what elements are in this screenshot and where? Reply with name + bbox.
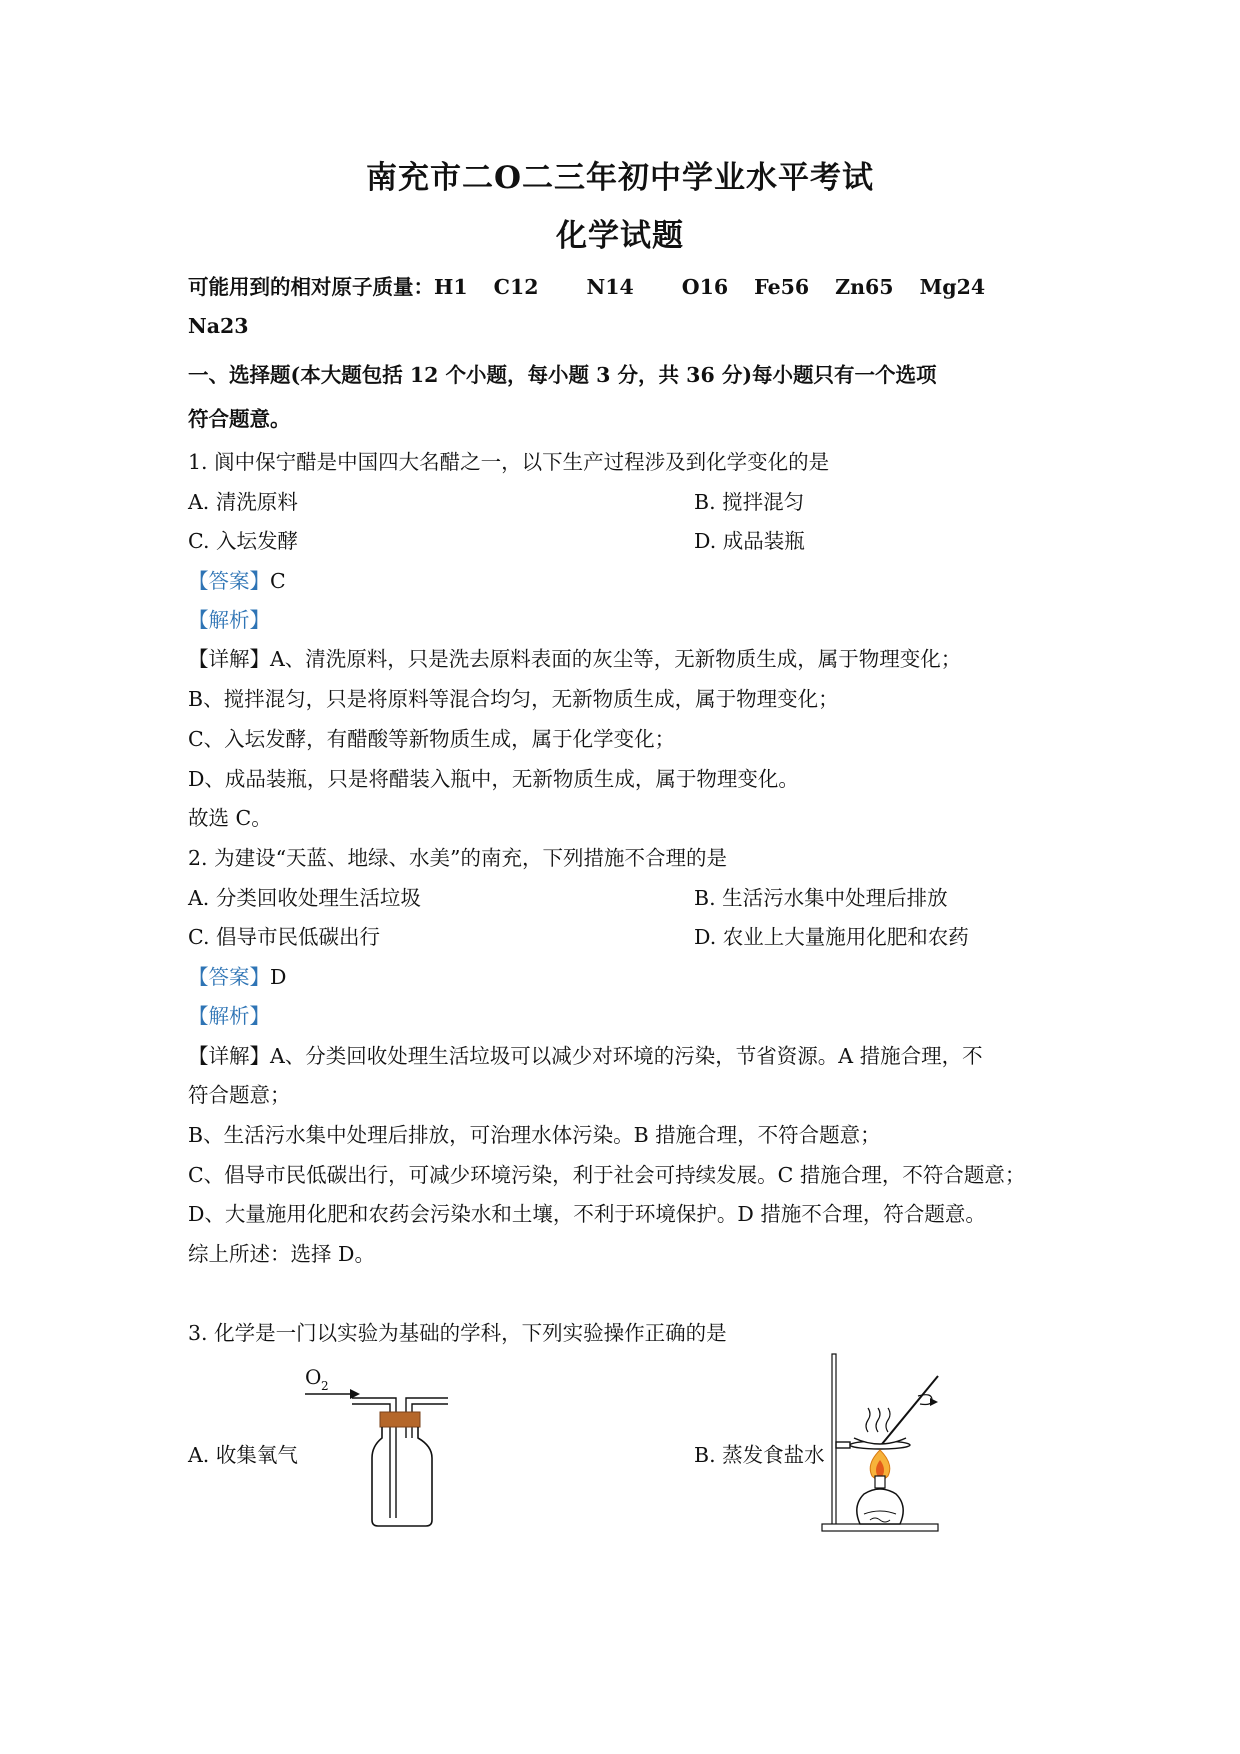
q1-option-d: D. 成品装瓶 (694, 529, 805, 553)
question-2-stem: 2. 为建设“天蓝、地绿、水美”的南充，下列措施不合理的是 (188, 846, 728, 870)
q2-detail-1-cont: 符合题意； (188, 1083, 291, 1107)
mass-mg: Mg24 (919, 275, 986, 299)
q2-option-a: A. 分类回收处理生活垃圾 (188, 886, 421, 910)
q1-detail-1: 【详解】A、清洗原料，只是洗去原料表面的灰尘等，无新物质生成，属于物理变化； (188, 647, 962, 671)
q1-conclusion: 故选 C。 (188, 806, 272, 830)
mass-h: H1 (434, 275, 468, 299)
steam-icon (866, 1408, 890, 1432)
mass-na: Na23 (188, 314, 249, 338)
bottle-body (372, 1427, 432, 1526)
mass-n: N14 (586, 275, 634, 299)
q2-answer-tag: 【答案】 (188, 965, 270, 989)
o2-label: O (305, 1365, 322, 1389)
section-heading-line2: 符合题意。 (188, 407, 291, 431)
q2-option-d: D. 农业上大量施用化肥和农药 (694, 925, 969, 949)
o2-subscript: 2 (321, 1379, 329, 1393)
q1-option-c: C. 入坛发酵 (188, 529, 298, 553)
q1-answer-value: C (270, 569, 286, 593)
q2-answer (188, 960, 286, 990)
q2-detail-2: B、生活污水集中处理后排放，可治理水体污染。B 措施合理，不符合题意； (188, 1123, 881, 1147)
q2-detail-1: 【详解】A、分类回收处理生活垃圾可以减少对环境的污染，节省资源。A 措施合理，不 (188, 1044, 983, 1068)
q2-answer-value: D (270, 965, 287, 989)
section-heading-line1: 一、选择题(本大题包括 12 个小题，每小题 3 分，共 36 分)每小题只有一个选项 (188, 363, 937, 387)
iron-stand-rod (832, 1354, 836, 1526)
alcohol-lamp (857, 1476, 903, 1524)
atomic-masses-line (188, 270, 985, 300)
mass-c: C12 (493, 275, 539, 299)
evaporating-dish (854, 1438, 906, 1444)
q1-detail-4: D、成品装瓶，只是将醋装入瓶中，无新物质生成，属于物理变化。 (188, 767, 799, 791)
arrow-icon (305, 1389, 360, 1399)
glass-rod-icon (882, 1376, 938, 1444)
q3-option-b: B. 蒸发食盐水 (694, 1443, 825, 1467)
q3-option-a: A. 收集氧气 (188, 1443, 298, 1467)
question-3-stem: 3. 化学是一门以实验为基础的学科，下列实验操作正确的是 (188, 1321, 727, 1345)
page-subtitle: 化学试题 (556, 218, 684, 254)
q1-option-a: A. 清洗原料 (188, 490, 298, 514)
q1-detail-3: C、入坛发酵，有醋酸等新物质生成，属于化学变化； (188, 727, 676, 751)
q1-answer-tag: 【答案】 (188, 569, 270, 593)
rubber-stopper (380, 1412, 420, 1427)
q2-detail-3: C、倡导市民低碳出行，可减少环境污染，利于社会可持续发展。C 措施合理，不符合题意； (188, 1163, 1026, 1187)
q1-analysis-tag: 【解析】 (188, 608, 270, 632)
q2-analysis-tag: 【解析】 (188, 1004, 270, 1028)
gas-bottle-figure (300, 1358, 460, 1530)
q2-conclusion: 综上所述：选择 D。 (188, 1242, 375, 1266)
q2-option-b: B. 生活污水集中处理后排放 (694, 886, 948, 910)
q2-detail-4: D、大量施用化肥和农药会污染水和土壤，不利于环境保护。D 措施不合理，符合题意。 (188, 1202, 986, 1226)
q2-option-c: C. 倡导市民低碳出行 (188, 925, 380, 949)
q1-option-b: B. 搅拌混匀 (694, 490, 805, 514)
page-title: 南充市二O二三年初中学业水平考试 (365, 160, 874, 196)
atomic-masses-label: 可能用到的相对原子质量： (188, 275, 434, 299)
mass-zn: Zn65 (835, 275, 894, 299)
mass-o: O16 (681, 275, 729, 299)
mass-fe: Fe56 (754, 275, 810, 299)
q1-detail-2: B、搅拌混匀，只是将原料等混合均匀，无新物质生成，属于物理变化； (188, 687, 839, 711)
q1-answer (188, 564, 286, 594)
iron-stand-base (822, 1524, 938, 1531)
question-1-stem: 1. 阆中保宁醋是中国四大名醋之一，以下生产过程涉及到化学变化的是 (188, 450, 830, 474)
evaporation-figure (820, 1346, 960, 1536)
